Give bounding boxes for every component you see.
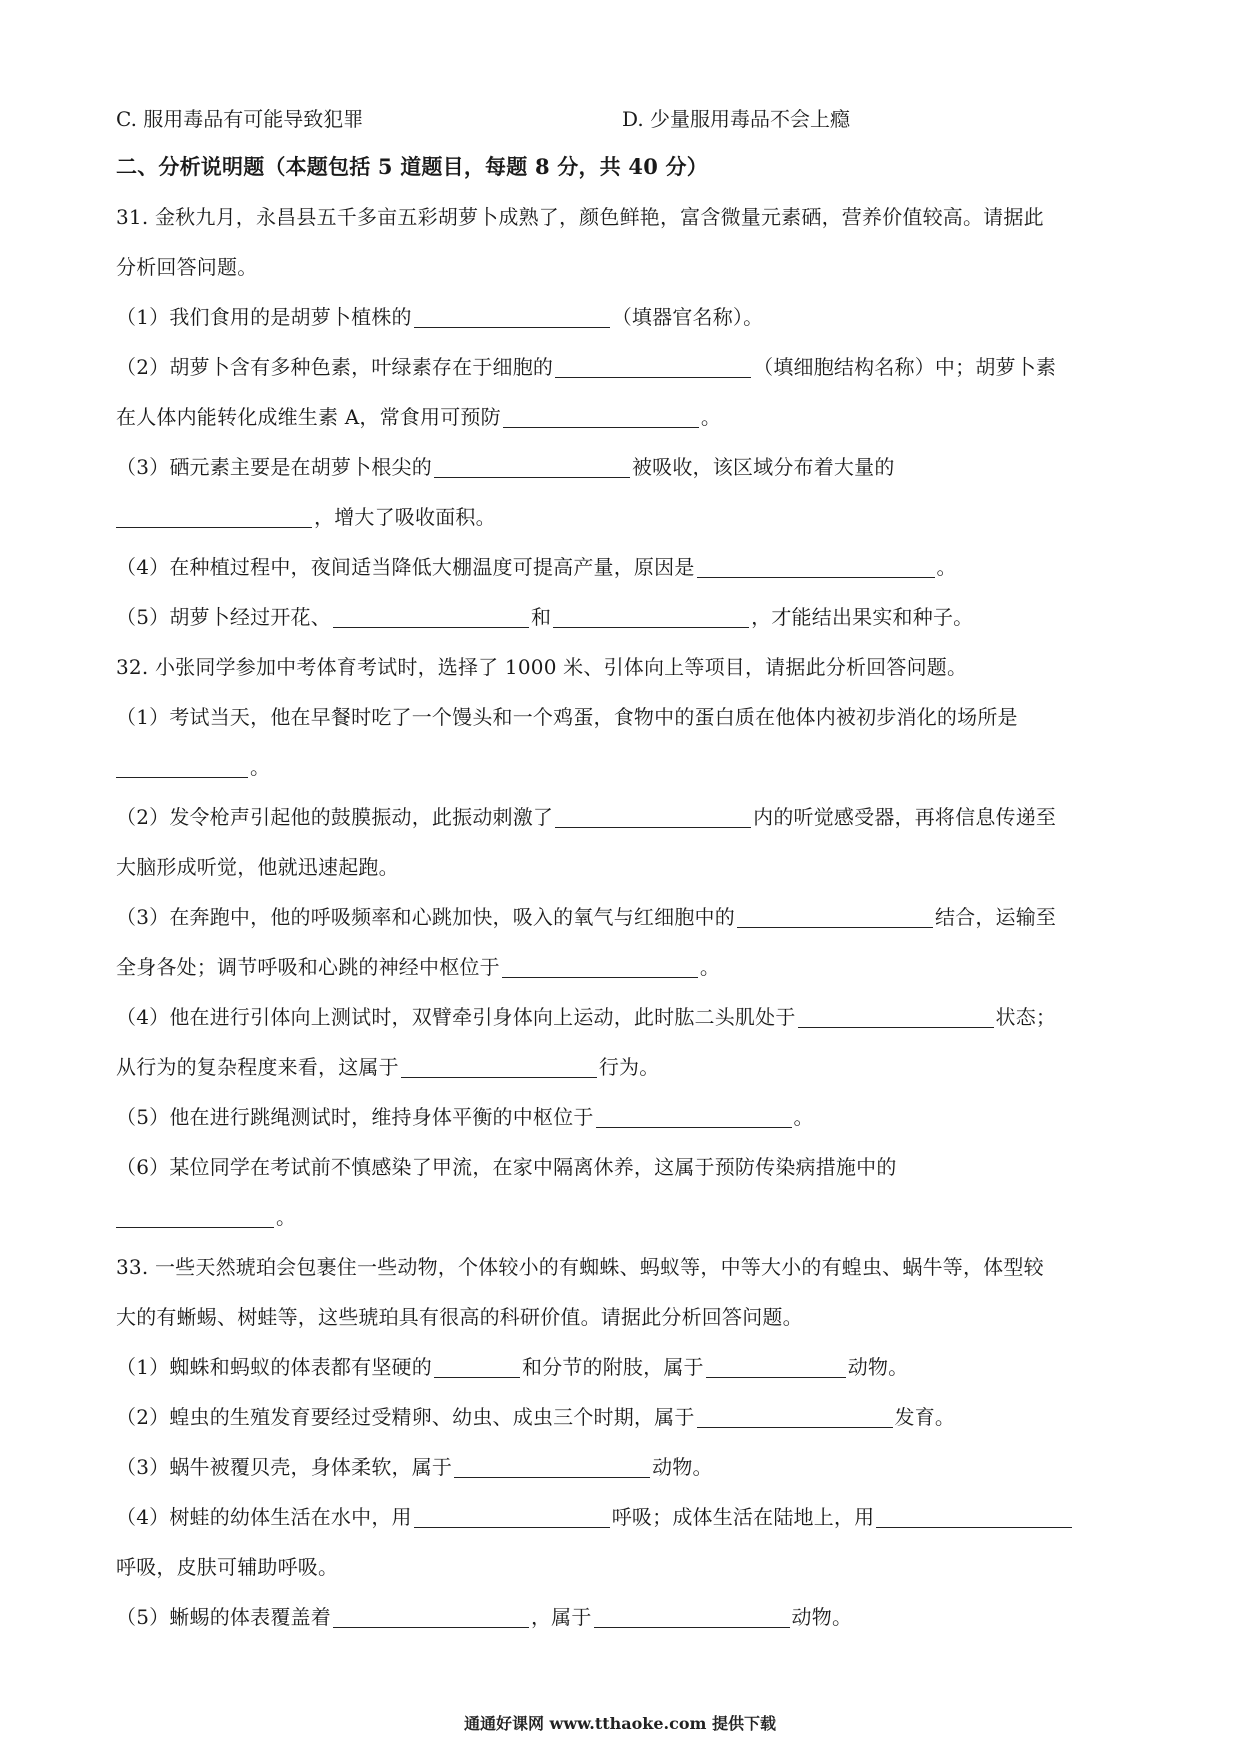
q32-part2-line2: 大脑形成听觉，他就迅速起跑。 [116, 855, 399, 879]
answer-blank[interactable] [798, 1005, 994, 1028]
q33-part4-line1 [116, 1502, 1074, 1532]
q32-p3-text-a: （3）在奔跑中，他的呼吸频率和心跳加快，吸入的氧气与红细胞中的 [116, 905, 735, 929]
q32-part3-line1 [116, 902, 1056, 932]
q33-stem-line1: 33. 一些天然琥珀会包裹住一些动物，个体较小的有蜘蛛、蚂蚁等，中等大小的有蝗虫、蜗牛等，体型较 [116, 1255, 1044, 1279]
q31-p3-text-c: ，增大了吸收面积。 [314, 505, 496, 529]
q32-p3-text-d: 。 [699, 955, 721, 979]
q31-p2-text-a: （2）胡萝卜含有多种色素，叶绿素存在于细胞的 [116, 355, 554, 379]
q32-p3-text-b: 结合，运输至 [934, 905, 1057, 929]
answer-blank[interactable] [116, 505, 312, 528]
q32-p2-text-b: 内的听觉感受器，再将信息传递至 [753, 805, 1057, 829]
answer-blank[interactable] [401, 1055, 597, 1078]
answer-blank[interactable] [502, 955, 698, 978]
q33-p3-text-a: （3）蜗牛被覆贝壳，身体柔软，属于 [116, 1455, 453, 1479]
answer-blank[interactable] [596, 1105, 792, 1128]
q31-p3-text-b: 被吸收，该区域分布着大量的 [631, 455, 895, 479]
option-d: D. 少量服用毒品不会上瘾 [622, 107, 851, 131]
q33-part5 [116, 1602, 852, 1632]
q31-p5-text-a: （5）胡萝卜经过开花、 [116, 605, 331, 629]
q32-p4-text-c: 从行为的复杂程度来看，这属于 [116, 1055, 399, 1079]
q31-p4-text-b: 。 [936, 555, 957, 579]
q33-p5-text-c: 动物。 [791, 1605, 853, 1629]
q32-p4-text-b: 状态； [995, 1005, 1057, 1029]
answer-blank[interactable] [503, 405, 699, 428]
q33-p5-text-b: ，属于 [530, 1605, 592, 1629]
q31-p4-text-a: （4）在种植过程中，夜间适当降低大棚温度可提高产量，原因是 [116, 555, 695, 579]
q33-p1-text-c: 动物。 [847, 1355, 909, 1379]
q32-p1-text-b: 。 [250, 755, 271, 779]
q33-part2 [116, 1402, 955, 1432]
q32-p3-text-c: 全身各处；调节呼吸和心跳的神经中枢位于 [116, 955, 500, 979]
q33-part1 [116, 1352, 908, 1382]
q31-p2-text-b: （填细胞结构名称）中；胡萝卜素 [753, 355, 1057, 379]
q32-part1-line2 [116, 752, 270, 782]
q31-p5-text-b: 和 [530, 605, 552, 629]
q31-part5 [116, 602, 973, 632]
answer-blank[interactable] [116, 1205, 274, 1228]
answer-blank[interactable] [454, 1455, 650, 1478]
answer-blank[interactable] [876, 1505, 1072, 1528]
q32-p2-text-a: （2）发令枪声引起他的鼓膜振动，此振动刺激了 [116, 805, 554, 829]
q33-part4-line2: 呼吸，皮肤可辅助呼吸。 [116, 1555, 339, 1579]
q33-part3 [116, 1452, 713, 1482]
q32-p6-text-b: 。 [276, 1205, 297, 1229]
answer-blank[interactable] [594, 1605, 790, 1628]
q31-stem-line1: 31. 金秋九月，永昌县五千多亩五彩胡萝卜成熟了，颜色鲜艳，富含微量元素硒，营养价值较高。请据此 [116, 205, 1044, 229]
answer-blank[interactable] [333, 605, 529, 628]
option-c: C. 服用毒品有可能导致犯罪 [116, 107, 364, 131]
q31-p2-text-c: 在人体内能转化成维生素 A，常食用可预防 [116, 405, 501, 429]
answer-blank[interactable] [697, 1405, 893, 1428]
section-heading: 二、分析说明题（本题包括 5 道题目，每题 8 分，共 40 分） [116, 154, 708, 179]
answer-blank[interactable] [414, 305, 610, 328]
answer-blank[interactable] [116, 755, 248, 778]
answer-blank[interactable] [555, 355, 751, 378]
q33-p1-text-b: 和分节的附肢，属于 [521, 1355, 704, 1379]
q31-p2-text-d: 。 [700, 405, 722, 429]
q32-part3-line2 [116, 952, 720, 982]
answer-blank[interactable] [555, 805, 751, 828]
answer-blank[interactable] [434, 1355, 520, 1378]
q31-stem-line2: 分析回答问题。 [116, 255, 258, 279]
q32-p4-text-a: （4）他在进行引体向上测试时，双臂牵引身体向上运动，此时肱二头肌处于 [116, 1005, 796, 1029]
q32-part6-line2 [116, 1202, 296, 1232]
q32-p5-text-b: 。 [793, 1105, 814, 1129]
q33-p2-text-b: 发育。 [894, 1405, 956, 1429]
q31-p3-text-a: （3）硒元素主要是在胡萝卜根尖的 [116, 455, 432, 479]
q33-p3-text-b: 动物。 [652, 1455, 713, 1479]
q33-p2-text-a: （2）蝗虫的生殖发育要经过受精卵、幼虫、成虫三个时期，属于 [116, 1405, 695, 1429]
q32-stem: 32. 小张同学参加中考体育考试时，选择了 1000 米、引体向上等项目，请据此分析回答问题。 [116, 655, 968, 679]
q33-p5-text-a: （5）蜥蜴的体表覆盖着 [116, 1605, 331, 1629]
q31-part2-line2 [116, 402, 721, 432]
q32-part4-line1 [116, 1002, 1056, 1032]
q32-part4-line2 [116, 1052, 659, 1082]
q32-part1-line1: （1）考试当天，他在早餐时吃了一个馒头和一个鸡蛋，食物中的蛋白质在他体内被初步消化的场所是 [116, 705, 1018, 729]
q32-part2-line1 [116, 802, 1056, 832]
answer-blank[interactable] [553, 605, 749, 628]
q33-p1-text-a: （1）蜘蛛和蚂蚁的体表都有坚硬的 [116, 1355, 432, 1379]
q32-part6-line1: （6）某位同学在考试前不慎感染了甲流，在家中隔离休养，这属于预防传染病措施中的 [116, 1155, 897, 1179]
answer-blank[interactable] [737, 905, 933, 928]
answer-blank[interactable] [706, 1355, 846, 1378]
answer-blank[interactable] [434, 455, 630, 478]
q33-p4-text-b: 呼吸；成体生活在陆地上，用 [611, 1505, 875, 1529]
q31-part3-line1 [116, 452, 895, 482]
q31-part3-line2 [116, 502, 496, 532]
answer-blank[interactable] [414, 1505, 610, 1528]
q31-part2-line1 [116, 352, 1056, 382]
q32-part5 [116, 1102, 814, 1132]
q31-p1-text-a: （1）我们食用的是胡萝卜植株的 [116, 305, 412, 329]
answer-blank[interactable] [697, 555, 935, 578]
q31-part1 [116, 302, 763, 332]
q33-p4-text-a: （4）树蛙的幼体生活在水中，用 [116, 1505, 412, 1529]
q32-p5-text-a: （5）他在进行跳绳测试时，维持身体平衡的中枢位于 [116, 1105, 594, 1129]
page-footer: 通通好课网 www.tthaoke.com 提供下载 [463, 1714, 777, 1733]
q33-stem-line2: 大的有蜥蜴、树蛙等，这些琥珀具有很高的科研价值。请据此分析回答问题。 [116, 1305, 803, 1329]
q31-p5-text-c: ，才能结出果实和种子。 [751, 605, 974, 629]
q31-p1-text-b: （填器官名称）。 [611, 305, 764, 329]
q31-part4 [116, 552, 957, 582]
q32-p4-text-d: 行为。 [598, 1055, 660, 1079]
answer-blank[interactable] [333, 1605, 529, 1628]
